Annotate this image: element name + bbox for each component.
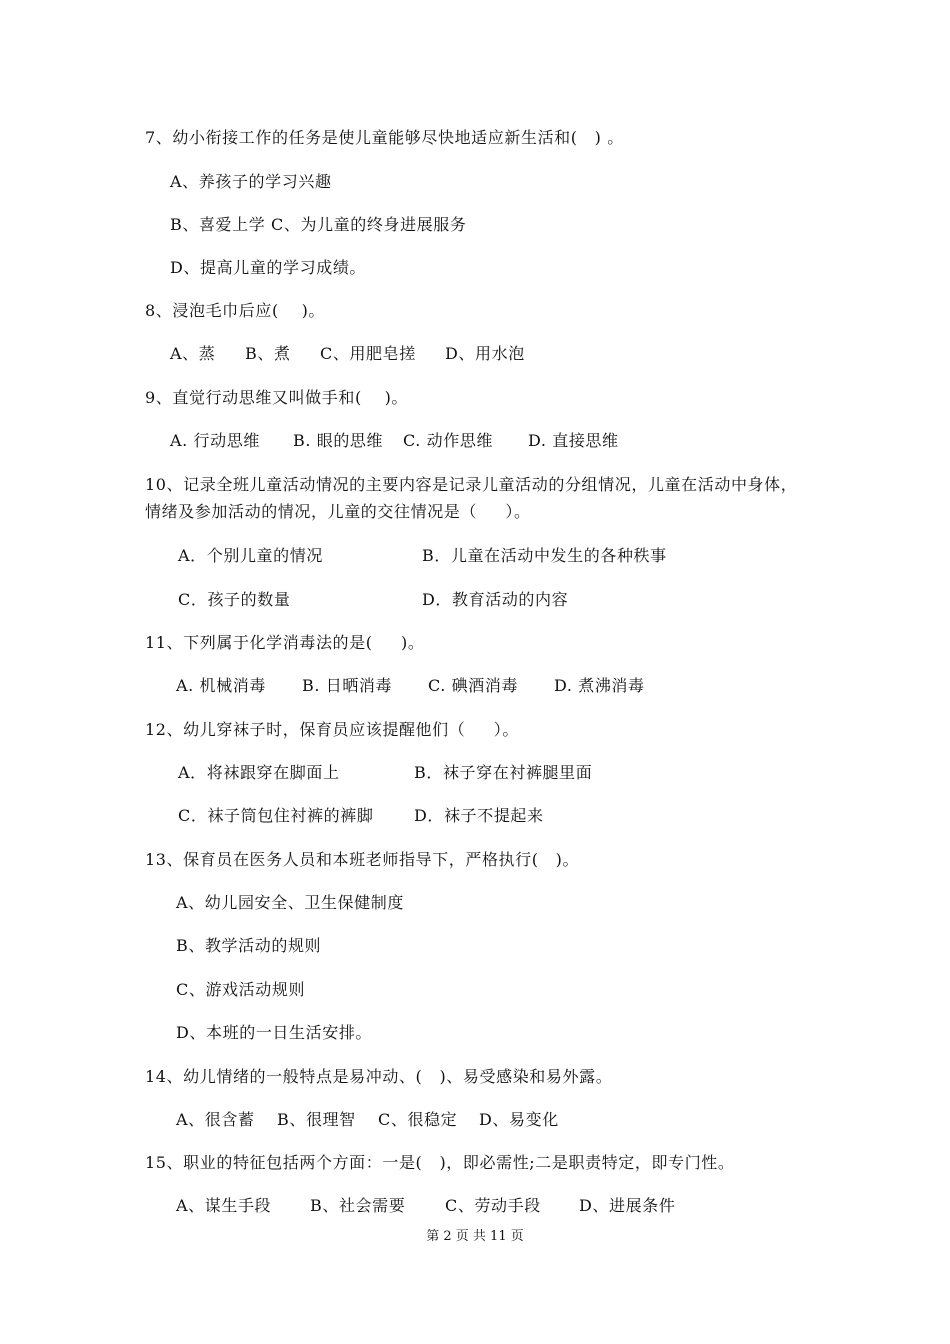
q14-option-d: D、易变化 [479,1110,559,1129]
q13-option-b: B、教学活动的规则 [176,936,322,955]
q15-option-d: D、进展条件 [579,1196,676,1215]
question-13: 13、保育员在医务人员和本班老师指导下，严格执行( )。 [145,850,580,869]
q12-option-b: B．袜子穿在衬裤腿里面 [414,763,593,782]
q10-option-b: B．儿童在活动中发生的各种秩事 [422,546,667,565]
q14-option-b: B、很理智 [277,1110,356,1129]
q12-option-c: C．袜子筒包住衬裤的裤脚 [178,806,374,825]
q13-option-c: C、游戏活动规则 [176,980,306,999]
q7-option-d: D、提高儿童的学习成绩。 [170,258,367,277]
question-12: 12、幼儿穿袜子时，保育员应该提醒他们（ ）。 [145,720,519,739]
q11-option-b: B. 日晒消毒 [302,676,393,695]
q9-option-d: D. 直接思维 [528,431,619,450]
question-10-cont: 情绪及参加活动的情况，儿童的交往情况是（ ）。 [145,502,531,521]
q8-option-c: C、用肥皂搓 [320,344,416,363]
question-14: 14、幼儿情绪的一般特点是易冲动、( )、易受感染和易外露。 [145,1067,613,1086]
question-10: 10、记录全班儿童活动情况的主要内容是记录儿童活动的分组情况，儿童在活动中身体， [145,475,798,494]
q14-option-c: C、很稳定 [378,1110,458,1129]
question-9: 9、直觉行动思维又叫做手和( )。 [145,388,409,407]
page-number-footer: 第 2 页 共 11 页 [426,1229,524,1244]
q8-option-d: D、用水泡 [445,344,525,363]
q15-option-c: C、劳动手段 [445,1196,541,1215]
q10-option-a: A．个别儿童的情况 [178,546,323,565]
q7-option-bc: B、喜爱上学 C、为儿童的终身进展服务 [170,215,467,234]
q13-option-a: A、幼儿园安全、卫生保健制度 [176,893,404,912]
q9-option-a: A. 行动思维 [170,431,260,450]
question-8: 8、浸泡毛巾后应( )。 [145,301,326,320]
q11-option-c: C. 碘酒消毒 [428,676,519,695]
q9-option-b: B. 眼的思维 [293,431,384,450]
q11-option-d: D. 煮沸消毒 [554,676,645,695]
q12-option-a: A．将袜跟穿在脚面上 [178,763,340,782]
q12-option-d: D．袜子不提起来 [414,806,544,825]
q15-option-b: B、社会需要 [310,1196,406,1215]
q11-option-a: A. 机械消毒 [176,676,266,695]
q10-option-c: C．孩子的数量 [178,590,291,609]
q10-option-d: D．教育活动的内容 [422,590,569,609]
q8-option-b: B、煮 [245,344,291,363]
question-11: 11、下列属于化学消毒法的是( )。 [145,633,425,652]
q14-option-a: A、很含蓄 [176,1110,255,1129]
q8-option-a: A、蒸 [170,344,216,363]
question-7: 7、幼小衔接工作的任务是使儿童能够尽快地适应新生活和( ) 。 [145,128,624,147]
q7-option-a: A、养孩子的学习兴趣 [170,172,332,191]
q15-option-a: A、谋生手段 [176,1196,272,1215]
q13-option-d: D、本班的一日生活安排。 [176,1023,373,1042]
q9-option-c: C. 动作思维 [403,431,494,450]
question-15: 15、职业的特征包括两个方面：一是( )，即必需性;二是职责特定，即专门性。 [145,1153,735,1172]
